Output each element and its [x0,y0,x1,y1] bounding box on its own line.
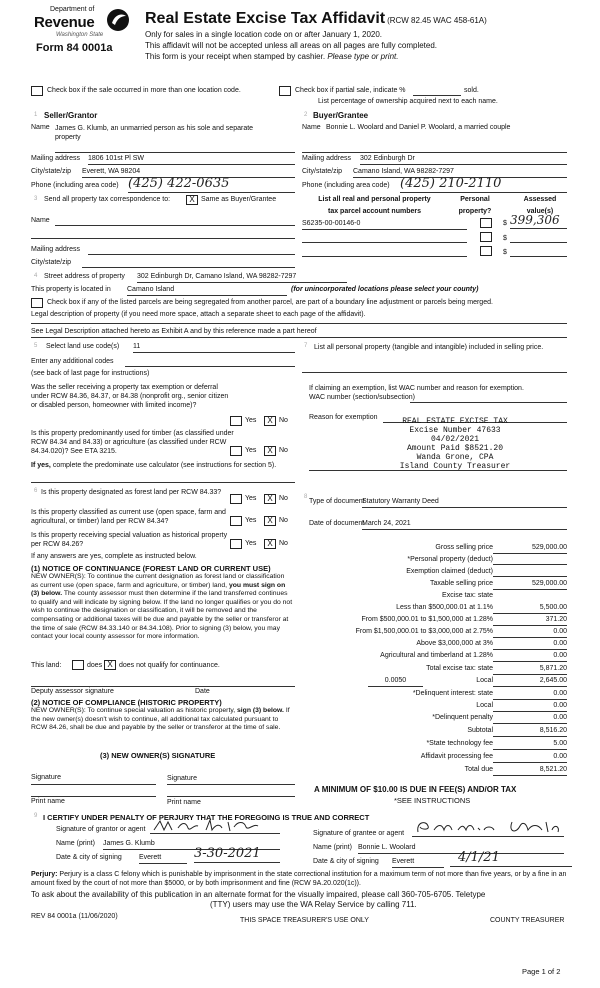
timber-yes-checkbox[interactable] [230,446,242,456]
deputy-signature-label: Deputy assessor signature [31,688,114,695]
section-3-number: 3 [34,196,38,202]
parcel-header-line2: tax parcel account numbers [328,207,421,215]
exemption-claim-label: If claiming an exemption, list WAC number and reason for exemption. [309,385,524,392]
grantee-signature-label: Signature of grantee or agent [313,830,405,837]
grantee-date-label: Date & city of signing [313,858,379,865]
section-4-number: 4 [34,273,38,279]
buyer-name-label: Name [302,124,321,131]
parcel-header-line1: List all real and personal property [318,196,431,203]
print-name-line-2 [167,796,295,797]
tier3-label: From $1,500,000.01 to $3,000,000 at 2.75% [355,628,493,635]
signature-label-1: Signature [31,774,61,781]
stamp-line-2: Excise Number 47633 [409,426,501,435]
timber-yes-label: Yes [245,447,257,454]
personal-header-line2: property? [458,207,492,215]
parcel-line-2 [302,242,467,243]
header-line-2: This affidavit will not be accepted unless all areas on all pages are fully completed. [145,41,438,50]
signature-line-1 [31,784,156,785]
perjury-bold: Perjury: [31,871,58,878]
grantor-signature[interactable] [150,818,280,834]
perjury-text: Perjury is a class C felony which is punishable by imprisonment in the state correctional institution for a maximum term of not more than five years, or by a fine in an amount fixed by the court of not more than $5000, or by both imprisonment and fine (RCW 9A.20.020(1c)). [31,871,567,887]
historic-question: Is this property receiving special valuation as historical property per RCW 84.26? [31,532,228,548]
taxable-label: Taxable selling price [429,580,493,587]
stamp-line-5: Wanda Grone, CPA [416,453,494,462]
current-use-question: Is this property classified as current use (open space, farm and agricultural, or timber) land per RCW 84.34? [31,509,226,525]
historic-no-label: No [279,540,288,547]
additional-codes-label: Enter any additional codes [31,358,114,365]
stamp-line-3: 04/02/2021 [430,435,479,444]
legal-label: Legal description of property (if you need more space, attach a separate sheet to each page of the affidavit). [31,311,366,318]
land-use-label: Select land use code(s) [46,343,120,350]
alternate-format-line-1: To ask about the availability of this publication in an alternate format for the visually impaired, please call 360-705-6705. Teletype [31,890,486,899]
section-7-number: 7 [304,343,308,349]
form-title-row [145,9,487,29]
seller-city-value[interactable]: Everett, WA 98204 [82,168,295,178]
multi-location-label: Check box if the sale occurred in more than one location code. [47,87,241,94]
buyer-city-value[interactable]: Camano Island, WA 98282-7297 [353,168,567,178]
dor-logo [30,6,130,46]
seller-name-line [55,152,295,153]
page-number: Page 1 of 2 [522,967,561,976]
form-title-ref: (RCW 82.45 WAC 458-61A) [387,16,487,25]
receipt-text: This form is your receipt when stamped by cashier. [145,52,326,61]
wac-line [410,402,567,403]
personal-property-line [302,372,567,373]
continuance-text [31,573,293,642]
street-label: Street address of property [44,273,125,280]
processing-fee-label: Affidavit processing fee [420,753,493,760]
subtotal-label: Subtotal [467,727,493,734]
interest-state-value[interactable]: 0.00 [493,690,567,700]
compliance-text-a: NEW OWNER(S): To continue special valuation as historic property, [31,707,236,714]
forest-yes-label: Yes [245,495,257,502]
reason-label: Reason for exemption [309,414,378,421]
stamp-line-1: REAL ESTATE EXCISE TAX [402,417,508,426]
buyer-phone-label: Phone (including area code) [302,182,390,189]
exemption-yes-checkbox[interactable] [230,416,242,426]
continuance-heading: (1) NOTICE OF CONTINUANCE (FOREST LAND OR CURRENT USE) [31,564,271,573]
buyer-mail-value[interactable]: 302 Edinburgh Dr [360,155,567,165]
perjury-notice [31,870,571,888]
grantor-name-label: Name (print) [56,840,95,847]
buyer-heading: Buyer/Grantee [313,111,369,120]
personal-property-checkbox-3[interactable] [480,246,492,256]
form-title: Real Estate Excise Tax Affidavit [145,10,386,27]
see-back-note: (see back of last page for instructions) [31,370,150,377]
grantor-city-value[interactable]: Everett [139,854,187,864]
buyer-name-value[interactable]: Bonnie L. Woolard and Daniel P. Woolard, a married couple [326,124,511,131]
processing-fee-value[interactable]: 0.00 [493,753,567,763]
if-yes-bold: If yes, [31,462,51,469]
interest-local-value[interactable]: 0.00 [493,702,567,712]
current-use-no-label: No [279,517,288,524]
personal-property-checkbox-2[interactable] [480,232,492,242]
new-owner-signature-heading: (3) NEW OWNER(S) SIGNATURE [100,751,216,760]
compliance-heading: (2) NOTICE OF COMPLIANCE (HISTORIC PROPERTY) [31,698,222,707]
stamp-line-4: Amount Paid $8521.20 [406,444,503,453]
additional-codes-line [125,366,295,367]
grantor-signature-label: Signature of grantor or agent [56,826,146,833]
any-yes-note: If any answers are yes, complete as instructed below. [31,553,197,560]
continuance-text-b: you must sign on (3) below. [31,581,286,598]
correspondence-name-line-2 [31,238,295,239]
section-5-number: 5 [34,343,38,349]
revision-number: REV 84 0001a (11/06/2020) [31,913,118,920]
local-label: Local [476,677,493,684]
grantee-signature[interactable] [412,818,564,837]
total-due-value[interactable]: 8,521.20 [493,766,567,776]
exemption-deduct-label: Exemption claimed (deduct) [406,568,493,575]
parcel-number-1[interactable]: S6235-00-00146-0 [302,220,467,230]
unincorporated-note: (for unincorporated locations please select your county) [291,286,479,293]
buyer-city-label: City/state/zip [302,168,343,175]
alternate-format-line-2: (TTY) users may use the WA Relay Service by calling 711. [210,900,417,909]
sold-label: sold. [464,87,479,94]
exemption-question: Was the seller receiving a property tax exemption or deferral under RCW 84.36, 84.37, or 84.38 (nonprofit org., senior citizen or disabled person, homeowner with limited income)? [31,384,229,409]
seller-phone-value[interactable]: (425) 422-0635 [128,176,295,193]
section-2-number: 2 [304,112,308,118]
partial-sale-checkbox[interactable] [279,86,291,96]
forest-no-checkbox[interactable]: X [264,494,276,504]
grantee-name-value[interactable]: Bonnie L. Woolard [358,844,564,854]
total-state-label: Total excise tax: state [426,665,493,672]
header-line-1: Only for sales in a single location code on or after January 1, 2020. [145,30,383,39]
grantor-date-value[interactable]: 3-30-2021 [194,846,280,863]
exemption-no-label: No [279,417,288,424]
tier1-value[interactable]: 5,500.00 [493,604,567,614]
total-due-label: Total due [464,766,493,773]
assessed-line-2 [510,242,567,243]
type-or-print-text: Please type or print. [327,52,399,61]
exemption-yes-label: Yes [245,417,257,424]
grantee-signature-scribble [412,818,562,836]
grantor-date-label: Date & city of signing [56,854,122,861]
legal-line-1 [31,323,567,324]
penalty-label: *Delinquent penalty [432,714,493,721]
segregated-checkbox[interactable] [31,298,43,308]
buyer-name-line [302,152,567,153]
current-use-no-checkbox[interactable]: X [264,516,276,526]
local-value[interactable]: 2,645.00 [493,677,567,687]
seller-mail-value[interactable]: 1806 101st Pl SW [88,155,295,165]
seller-phone-label: Phone (including area code) [31,182,119,189]
section-1-number: 1 [34,112,38,118]
deputy-signature-line [31,686,295,687]
dor-logo-icon [106,8,130,32]
treasurer-use-only: THIS SPACE TREASURER'S USE ONLY [240,917,369,924]
agri-value[interactable]: 0.00 [493,652,567,662]
forest-no-label: No [279,495,288,502]
seller-heading: Seller/Grantor [44,111,98,120]
personal-deduct-value[interactable] [493,556,567,565]
print-name-label-1: Print name [31,798,65,805]
taxable-value[interactable]: 529,000.00 [493,580,567,590]
assessed-currency-3: $ [503,249,507,256]
historic-yes-label: Yes [245,540,257,547]
located-label: This property is located in [31,286,111,293]
compliance-text-c: If the new owner(s) doesn't wish to continue, all additional tax calculated pursuant to RCW 84.26, shall be due and payable by the seller or transferor at the time of sale. [31,707,290,732]
forest-question: Is this property designated as forest land per RCW 84.33? [41,489,222,496]
gross-value[interactable]: 529,000.00 [493,544,567,554]
ownership-note: List percentage of ownership acquired next to each name. [318,98,498,105]
section-9-number: 9 [34,813,38,819]
correspondence-name-label: Name [31,217,50,224]
county-treasurer-label: COUNTY TREASURER [490,917,565,924]
section-6-number: 6 [34,488,38,494]
forest-yes-checkbox[interactable] [230,494,242,504]
exemption-no-checkbox[interactable]: X [264,416,276,426]
buyer-phone-value[interactable]: (425) 210-2110 [400,176,567,193]
timber-question: Is this property predominantly used for timber (as classified under RCW 84.34 and 84.33) or agriculture (as classified under RCW 84.34.020)? See ETA 3215. [31,430,234,455]
washington-state-text: Washington State [56,32,104,38]
if-yes-note [31,461,281,470]
historic-no-checkbox[interactable]: X [264,539,276,549]
subtotal-value[interactable]: 8,516.20 [493,727,567,737]
timber-no-checkbox[interactable]: X [264,446,276,456]
section-8-number: 8 [304,494,308,500]
signature-label-2: Signature [167,775,197,782]
does-not-checkbox[interactable]: X [104,660,116,670]
stamp-line-6: Island County Treasurer [399,462,511,471]
continuance-text-c: The county assessor must then determine if the land transferred continues to qualify and will indicate by signing below. If the land no longer qualifies or you do not wish to continue the designation or classification, it will be removed and the compensating or additional taxes will be due and payable by the seller or transferor at the time of sale (RCW 84.33.140 or 84.34.108). Prior to signing (3) below, you may contact your local county assessor for more information. [31,590,293,641]
located-value[interactable]: Camano Island [127,286,287,296]
tier4-value[interactable]: 0.00 [493,640,567,650]
continuance-text-a: NEW OWNER(S): To continue the current designation as forest land or classification as current use (open space, farm and agriculture, or timber) land, [31,573,285,589]
grantee-city-value[interactable]: Everett [392,858,444,868]
local-rate[interactable]: 0.0050 [368,677,423,687]
same-as-buyer-checkbox[interactable]: X [186,195,198,205]
same-as-buyer-label: Same as Buyer/Grantee [201,196,277,203]
correspondence-name-line [55,225,295,226]
tech-fee-label: *State technology fee [426,740,493,747]
personal-property-checkbox-1[interactable] [480,218,492,228]
revenue-text: Revenue [34,14,95,31]
multi-location-checkbox[interactable] [31,86,43,96]
header-line-3 [145,52,398,62]
tier2-label: From $500,000.01 to $1,500,000 at 1.28% [361,616,493,623]
seller-name-label: Name [31,124,50,131]
wac-label: WAC number (section/subsection) [309,394,415,401]
correspondence-label: Send all property tax correspondence to: [44,196,171,203]
interest-state-label: *Delinquent interest: state [412,690,493,697]
assessed-header-line1: Assessed [523,196,557,203]
does-not-label: does not qualify for continuance. [119,662,220,669]
tier4-label: Above $3,000,000 at 3% [416,640,493,647]
seller-city-label: City/state/zip [31,168,72,175]
parcel-line-3 [302,256,467,257]
assessed-line-3 [510,256,567,257]
correspondence-mail-line [88,254,295,255]
assessed-currency-1: $ [503,220,507,227]
document-type-value[interactable]: Statutory Warranty Deed [362,498,567,508]
partial-percent-input[interactable] [413,87,461,96]
buyer-mail-label: Mailing address [302,155,352,162]
tier2-value[interactable]: 371.20 [493,616,567,626]
deputy-date-label: Date [195,688,210,695]
seller-name-value[interactable]: James G. Klumb, an unmarried person as his sole and separate property [55,125,254,141]
current-use-yes-checkbox[interactable] [230,516,242,526]
partial-sale-label: Check box if partial sale, indicate % [295,87,406,94]
this-land-label: This land: [31,662,62,669]
minimum-due-note: A MINIMUM OF $10.00 IS DUE IN FEE(S) AND/OR TAX [314,785,517,794]
agri-label: Agricultural and timberland at 1.28% [380,652,493,659]
total-state-value[interactable]: 5,871.20 [493,665,567,675]
legal-value[interactable]: See Legal Description attached hereto as Exhibit A and by this reference made a part hereof [31,328,317,335]
assessed-header-line2: value(s) [526,207,554,215]
assessed-currency-2: $ [503,235,507,242]
document-date-value[interactable]: March 24, 2021 [362,520,567,530]
correspondence-city-line [82,267,295,268]
historic-yes-checkbox[interactable] [230,539,242,549]
interest-local-label: Local [476,702,493,709]
current-use-yes-label: Yes [245,517,257,524]
if-yes-text: complete the predominate use calculator (see instructions for section 5). [52,462,277,469]
section-5-divider [31,482,295,483]
grantee-name-label: Name (print) [313,844,352,851]
grantor-signature-scribble [150,818,270,834]
print-name-line-1 [31,796,156,797]
grantee-date-value[interactable]: 4/1/21 [450,850,572,867]
tech-fee-value[interactable]: 5.00 [493,740,567,750]
form-number: Form 84 0001a [36,42,113,54]
certify-heading: I CERTIFY UNDER PENALTY OF PERJURY THAT THE FOREGOING IS TRUE AND CORRECT [43,813,370,822]
document-type-label: Type of document [309,498,365,505]
land-use-code[interactable]: 11 [133,343,295,353]
personal-deduct-label: *Personal property (deduct) [407,556,493,563]
penalty-value[interactable]: 0.00 [493,714,567,724]
parcel-header [302,196,447,217]
correspondence-mail-label: Mailing address [31,246,81,253]
excise-state-label: Excise tax: state [442,592,493,599]
personal-property-label: List all personal property (tangible and intangible) included in selling price. [314,344,544,351]
personal-header [450,196,500,217]
grantor-name-value[interactable]: James G. Klumb [103,840,280,850]
compliance-text-b: sign (3) below. [237,707,284,714]
seller-mail-label: Mailing address [31,155,81,162]
street-value[interactable]: 302 Edinburgh Dr, Camano Island, WA 98282-7297 [137,273,347,283]
treasurer-stamp [395,417,515,471]
dept-of-text: Department of [50,6,95,13]
does-label: does [87,662,103,669]
print-name-label-2: Print name [167,799,201,806]
exemption-deduct-value[interactable] [493,568,567,577]
personal-header-line1: Personal [460,196,490,203]
compliance-text [31,707,293,733]
document-date-label: Date of document [309,520,365,527]
segregated-label: Check box if any of the listed parcels are being segregated from another parcel, are part of a boundary line adjustment or parcels being merged. [47,299,493,306]
signature-line-2 [167,784,295,785]
see-instructions-note: *SEE INSTRUCTIONS [394,796,471,805]
does-checkbox[interactable] [72,660,84,670]
assessed-value-1[interactable]: 399,306 [510,213,567,229]
tier3-value[interactable]: 0.00 [493,628,567,638]
tier1-label: Less than $500,000.01 at 1.1% [396,604,493,611]
correspondence-city-label: City/state/zip [31,259,72,266]
timber-no-label: No [279,447,288,454]
legal-line-2 [31,337,567,338]
gross-label: Gross selling price [435,544,493,551]
